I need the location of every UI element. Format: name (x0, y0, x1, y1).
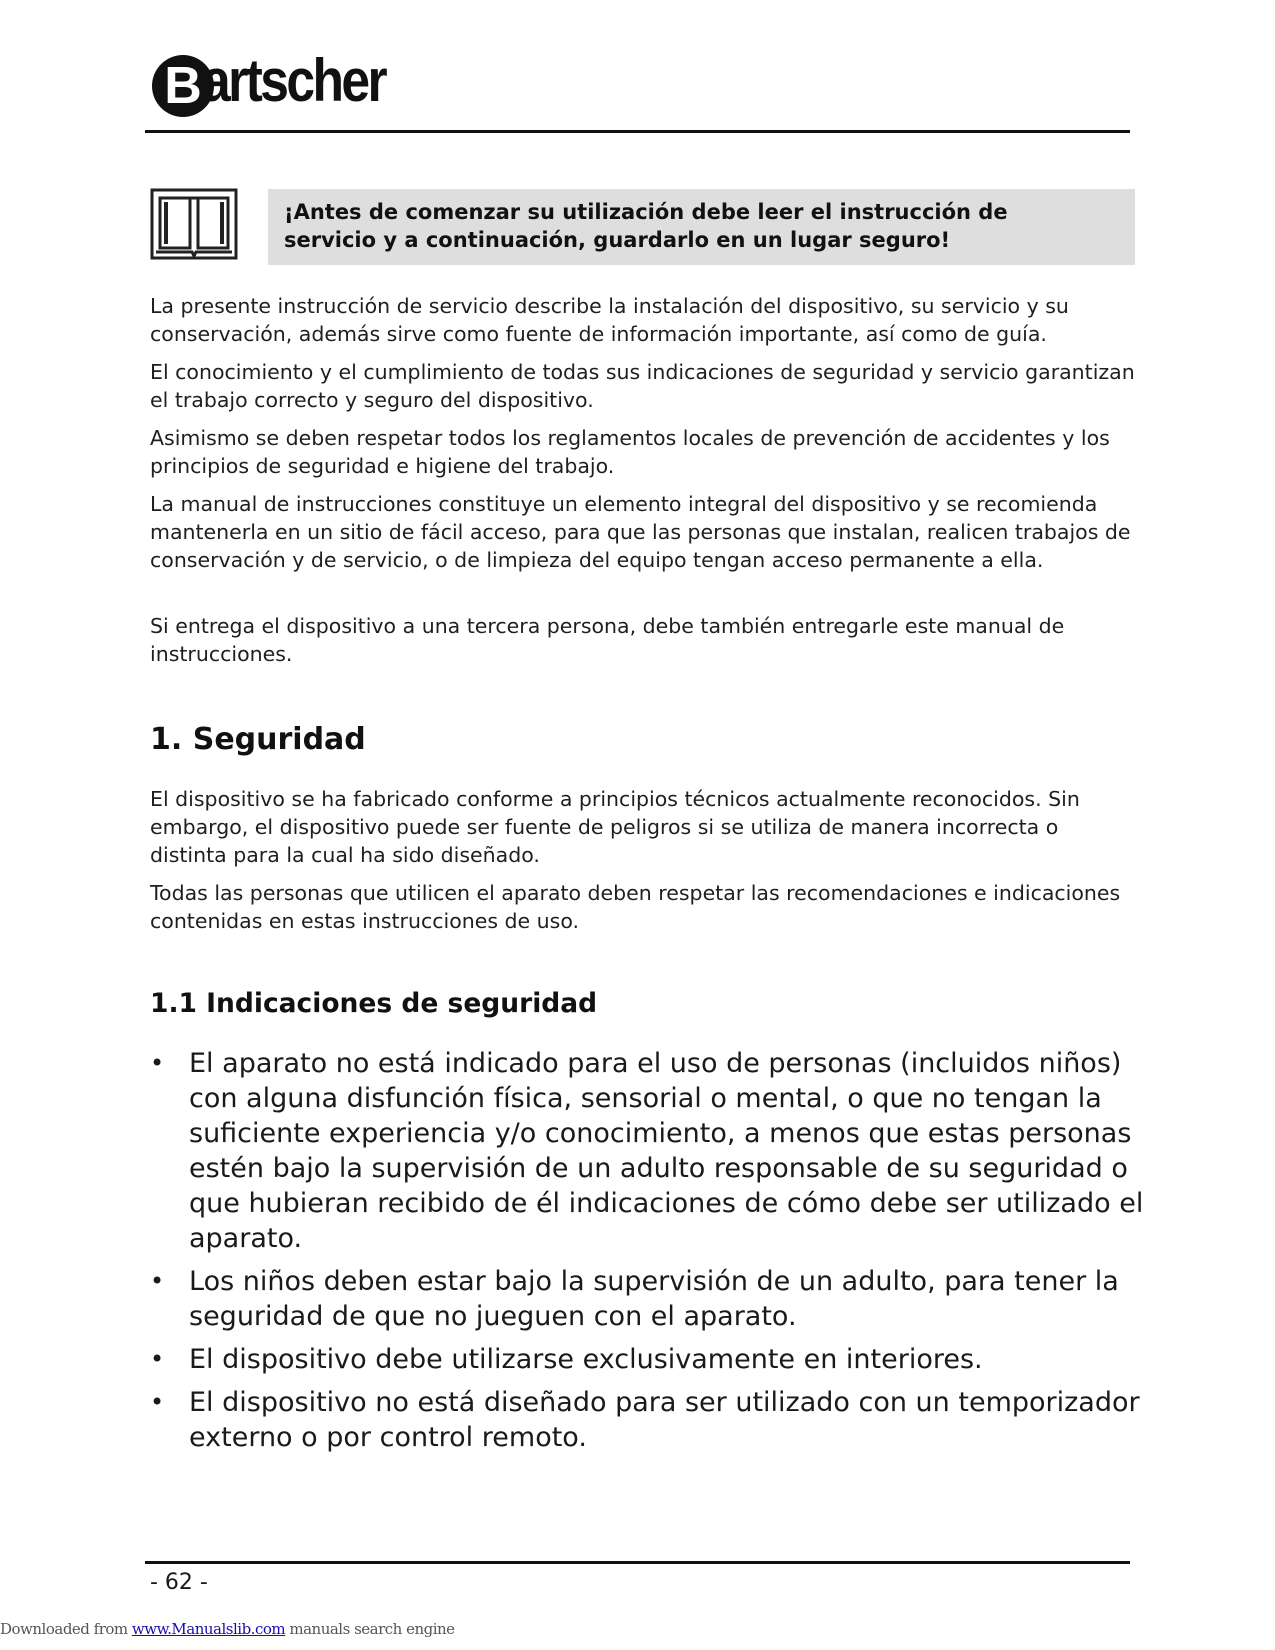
intro-paragraph-2: El conocimiento y el cumplimiento de todas sus indicaciones de seguridad y servicio garantizan el trabajo correcto y seguro del dispositivo. (150, 360, 1135, 412)
bullet-glyph: • (150, 1267, 165, 1295)
notice-line-2: servicio y a continuación, guardarlo en un lugar seguro! (284, 228, 951, 252)
bullet-text: El dispositivo no está diseñado para ser utilizado con un temporizador externo o por control remoto. (189, 1387, 1140, 1453)
bullet-text: El dispositivo debe utilizarse exclusivamente en interiores. (189, 1344, 983, 1375)
intro-paragraph-5: Si entrega el dispositivo a una tercera persona, debe también entregarle este manual de instrucciones. (150, 614, 1065, 666)
intro-paragraph-1: La presente instrucción de servicio describe la instalación del dispositivo, su servicio y su conservación, además sirve como fuente de información importante, así como de guía. (150, 294, 1069, 346)
brand-name: artscher (202, 47, 386, 114)
brand-initial: B (164, 57, 202, 115)
list-item (150, 1385, 1145, 1455)
intro-paragraph-4: La manual de instrucciones constituye un elemento integral del dispositivo y se recomienda mantenerla en un sitio de fácil acceso, para que las personas que instalan, realicen trabajos de conservación y de servicio, o de limpieza del equipo tengan acceso permanente a ella. (150, 492, 1131, 572)
bullet-text: El aparato no está indicado para el uso de personas (incluidos niños) con alguna disfunción física, sensorial o mental, o que no tengan la suficiente experiencia y/o conocimiento, a menos que estas personas estén bajo la supervisión de un adulto responsable de su seguridad o que hubieran recibido de él indicaciones de cómo debe ser utilizado el aparato. (189, 1048, 1144, 1254)
notice-line-1: ¡Antes de comenzar su utilización debe leer el instrucción de (284, 200, 1008, 224)
header-rule (145, 130, 1130, 133)
bullet-glyph: • (150, 1388, 165, 1416)
safety-notice-box (268, 189, 1135, 265)
download-footer (0, 1620, 455, 1638)
list-item (150, 1046, 1145, 1256)
footer-rule (145, 1561, 1130, 1564)
open-book-icon (150, 188, 238, 260)
section1-paragraph-2: Todas las personas que utilicen el aparato deben respetar las recomendaciones e indicaciones contenidas en estas instrucciones de uso. (150, 881, 1121, 933)
bullet-glyph: • (150, 1345, 165, 1373)
list-item (150, 1264, 1145, 1334)
footer-suffix: manuals search engine (285, 1620, 455, 1638)
intro-paragraph-3: Asimismo se deben respetar todos los reglamentos locales de prevención de accidentes y los principios de seguridad e higiene del trabajo. (150, 426, 1110, 478)
bullet-text: Los niños deben estar bajo la supervisión de un adulto, para tener la seguridad de que no jueguen con el aparato. (189, 1266, 1119, 1332)
list-item (150, 1342, 1145, 1377)
bullet-glyph: • (150, 1049, 165, 1077)
section-heading-indicaciones: 1.1 Indicaciones de seguridad (150, 988, 598, 1019)
safety-bullet-list (150, 1046, 1145, 1463)
manualslib-link[interactable]: www.Manualslib.com (131, 1620, 286, 1638)
footer-prefix: Downloaded from (0, 1620, 132, 1638)
section1-paragraph-1: El dispositivo se ha fabricado conforme a principios técnicos actualmente reconocidos. Sin embargo, el dispositivo puede ser fuente de peligros si se utiliza de manera incorrecta o distinta para la cual ha sido diseñado. (150, 787, 1080, 867)
section-heading-seguridad: 1. Seguridad (150, 722, 366, 757)
page-number: - 62 - (150, 1570, 208, 1595)
